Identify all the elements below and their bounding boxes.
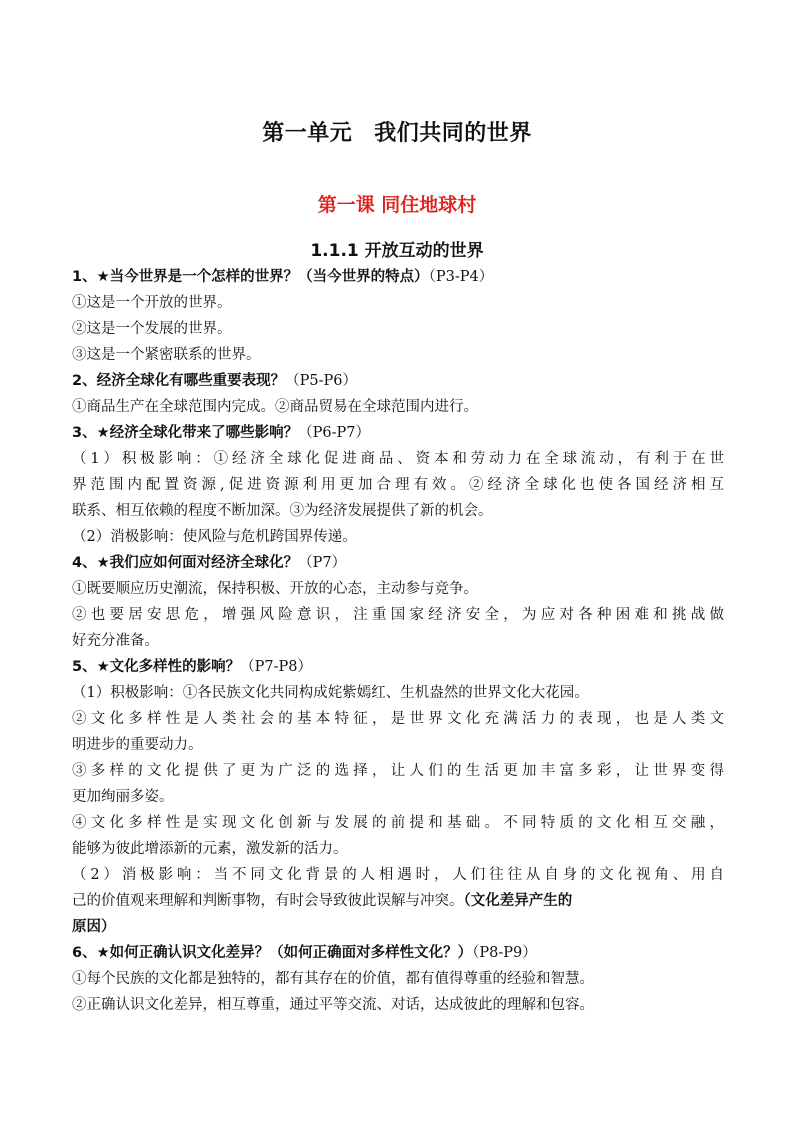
question-heading: 1、★当今世界是一个怎样的世界？（当今世界的特点）（P3-P4） — [72, 269, 494, 285]
answer-line: ②正确认识文化差异，相互尊重，通过平等交流、对话，达成彼此的理解和包容。 — [72, 997, 594, 1013]
answer-line: ②文化多样性是人类社会的基本特征，是世界文化充满活力的表现，也是人类文 — [72, 711, 724, 727]
answer-line: （1）积极影响：①经济全球化促进商品、资本和劳动力在全球流动，有利于在世 — [72, 451, 724, 467]
answer-line: 好充分准备。 — [72, 633, 159, 649]
answer-line: ①每个民族的文化都是独特的，都有其存在的价值，都有值得尊重的经验和智慧。 — [72, 971, 594, 987]
answer-line: 界范围内配置资源,促进资源利用更加合理有效。②经济全球化也使各国经济相互 — [72, 477, 724, 493]
answer-line: ②也要居安思危，增强风险意识，注重国家经济安全，为应对各种困难和挑战做 — [72, 607, 724, 623]
star-icon: ★ — [96, 659, 110, 675]
answer-line: （1）积极影响：①各民族文化共同构成姹紫嫣红、生机盎然的世界文化大花园。 — [72, 685, 589, 701]
question-heading: 2、经济全球化有哪些重要表现？（P5-P6） — [72, 373, 357, 389]
question-heading: 6、★如何正确认识文化差异？（如何正确面对多样性文化？）（P8-P9） — [72, 945, 537, 961]
question-heading: 4、★我们应如何面对经济全球化？（P7） — [72, 555, 347, 571]
answer-line: 己的价值观来理解和判断事物，有时会导致彼此误解与冲突。（文化差异产生的 — [72, 893, 573, 909]
star-icon: ★ — [96, 425, 110, 441]
lesson-title: 第一课 同住地球村 — [317, 194, 477, 216]
bold-note: （文化差异产生的 — [463, 893, 573, 909]
question-heading: 5、★文化多样性的影响？（P7-P8） — [72, 659, 312, 675]
answer-line: 联系、相互依赖的程度不断加深。③为经济发展提供了新的机会。 — [72, 503, 493, 519]
question-heading: 3、★经济全球化带来了哪些影响？（P6-P7） — [72, 425, 370, 441]
answer-line: ①商品生产在全球范围内完成。②商品贸易在全球范围内进行。 — [72, 399, 478, 415]
answer-line: ③这是一个紧密联系的世界。 — [72, 347, 261, 363]
answer-line: （2）消极影响：当不同文化背景的人相遇时，人们往往从自身的文化视角、用自 — [72, 867, 724, 883]
answer-line: ②这是一个发展的世界。 — [72, 321, 232, 337]
answer-line: 能够为彼此增添新的元素，激发新的活力。 — [72, 841, 348, 857]
unit-title — [0, 116, 794, 147]
unit-name: 我们共同的世界 — [374, 121, 532, 146]
unit-number: 第一单元 — [262, 121, 353, 146]
section-title: 1.1.1 开放互动的世界 — [310, 241, 484, 261]
answer-line: ③多样的文化提供了更为广泛的选择，让人们的生活更加丰富多彩，让世界变得 — [72, 763, 724, 779]
answer-line: 更加绚丽多姿。 — [72, 789, 174, 805]
question-list — [72, 264, 724, 1018]
answer-line: ①这是一个开放的世界。 — [72, 295, 232, 311]
answer-line: 明进步的重要动力。 — [72, 737, 203, 753]
star-icon: ★ — [96, 269, 110, 285]
answer-line: ④文化多样性是实现文化创新与发展的前提和基础。不同特质的文化相互交融， — [72, 815, 724, 831]
answer-line: （2）消极影响：使风险与危机跨国界传递。 — [72, 529, 357, 545]
answer-line: ①既要顺应历史潮流，保持积极、开放的心态，主动参与竞争。 — [72, 581, 478, 597]
star-icon: ★ — [96, 945, 110, 961]
bold-note: 原因） — [72, 919, 116, 935]
star-icon: ★ — [96, 555, 110, 571]
